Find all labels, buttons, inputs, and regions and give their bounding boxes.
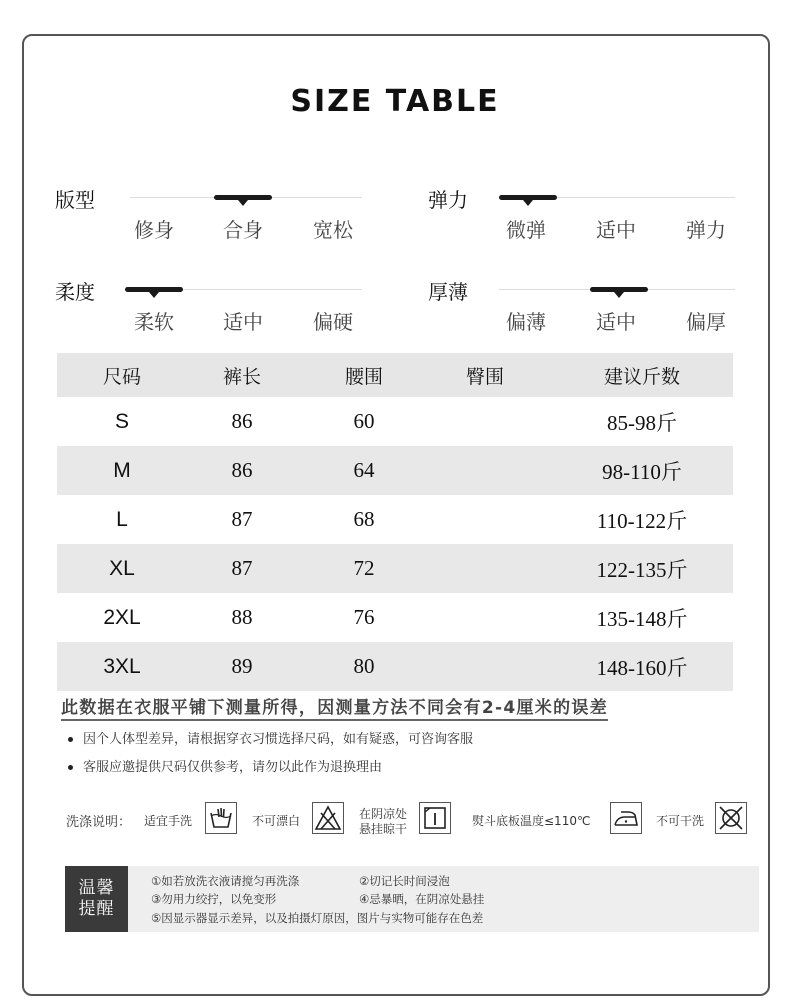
weight-cell: 85-98斤 [607, 410, 677, 435]
reminder-item: ③勿用力绞拧，以免变形 [151, 892, 277, 906]
table-row [57, 642, 733, 691]
reminder-box [65, 866, 759, 932]
table-row [57, 593, 733, 642]
waist-cell: 72 [353, 556, 375, 580]
hip-cell [435, 593, 535, 642]
length-cell: 87 [231, 556, 253, 580]
hip-cell [435, 642, 535, 691]
attr-fit-option: 修身 [134, 218, 174, 242]
size-cell: L [116, 507, 128, 531]
reminder-badge-line: 提醒 [78, 899, 115, 919]
table-header-cell: 腰围 [344, 365, 383, 388]
attr-softness-marker [125, 287, 183, 292]
weight-cell: 148-160斤 [596, 655, 688, 680]
wash-label-iron: 熨斗底板温度≤110℃ [472, 814, 591, 828]
attr-elasticity-marker [499, 195, 557, 200]
iron-icon [610, 802, 642, 834]
waist-cell: 64 [353, 458, 375, 482]
attr-fit-marker [214, 195, 272, 200]
wash-label-dry-1: 在阴凉处 [359, 807, 408, 821]
hip-cell [435, 446, 535, 495]
waist-cell: 68 [353, 507, 375, 531]
attr-thickness-marker [590, 287, 648, 292]
reminder-item: ②切记长时间浸泡 [359, 874, 450, 888]
no-bleach-icon [312, 802, 344, 834]
length-cell: 87 [231, 507, 253, 531]
reminder-item: ④忌暴晒，在阴凉处悬挂 [359, 892, 485, 906]
weight-cell: 98-110斤 [602, 459, 682, 484]
length-cell: 86 [231, 458, 253, 482]
attr-elasticity-option: 适中 [596, 218, 636, 242]
attr-fit-option: 宽松 [313, 218, 353, 242]
length-cell: 86 [231, 409, 253, 433]
table-header-cell: 尺码 [102, 365, 141, 388]
size-table [57, 353, 733, 691]
measurement-note: 此数据在衣服平铺下测量所得，因测量方法不同会有2-4厘米的误差 [61, 693, 608, 721]
hip-cell [435, 397, 535, 446]
table-row [57, 397, 733, 446]
waist-cell: 80 [353, 654, 375, 678]
hip-cell [435, 544, 535, 593]
no-dry-clean-icon [715, 802, 747, 834]
size-cell: M [113, 458, 131, 482]
waist-cell: 60 [353, 409, 375, 433]
attr-thickness-option: 偏薄 [506, 310, 546, 334]
attr-softness-option: 偏硬 [313, 310, 353, 334]
bullet-dot [68, 765, 73, 770]
table-header-cell: 裤长 [222, 365, 261, 388]
wash-title: 洗涤说明： [66, 815, 132, 830]
wash-label-dry-2: 悬挂晾干 [359, 822, 408, 836]
table-header-row [57, 353, 733, 397]
hand-wash-icon [205, 802, 237, 834]
attr-fit-label: 版型 [55, 188, 95, 212]
hip-cell [435, 495, 535, 544]
size-cell: S [114, 409, 129, 433]
reminder-badge-line: 温馨 [78, 878, 115, 898]
attr-fit-option: 合身 [223, 218, 263, 242]
size-cell: 2XL [103, 605, 141, 629]
attr-elasticity-option: 微弹 [506, 218, 546, 242]
line-dry-icon [419, 802, 451, 834]
attr-elasticity-option: 弹力 [686, 218, 726, 242]
attr-thickness-option: 适中 [596, 310, 636, 334]
wash-label-bleach: 不可漂白 [252, 814, 301, 828]
attr-thickness-label: 厚薄 [428, 280, 468, 304]
reminder-badge [65, 866, 128, 932]
reminder-item: ⑤因显示器显示差异，以及拍摄灯原因，图片与实物可能存在色差 [151, 911, 484, 925]
bullet-dot [68, 737, 73, 742]
attr-elasticity-label: 弹力 [428, 188, 468, 212]
bullet-text: 客服应邀提供尺码仅供参考，请勿以此作为退换理由 [83, 760, 383, 775]
weight-cell: 135-148斤 [596, 606, 688, 631]
length-cell: 89 [231, 654, 253, 678]
attr-softness-label: 柔度 [55, 280, 95, 304]
table-row [57, 495, 733, 544]
bullet-item [68, 728, 473, 747]
wash-label-dry-clean: 不可干洗 [656, 814, 705, 828]
weight-cell: 110-122斤 [596, 508, 688, 533]
table-header-cell: 建议斤数 [603, 365, 680, 388]
table-header-cell: 臀围 [465, 365, 504, 388]
size-cell: XL [109, 556, 135, 580]
bullet-text: 因个人体型差异，请根据穿衣习惯选择尺码，如有疑惑，可咨询客服 [83, 732, 474, 747]
weight-cell: 122-135斤 [596, 557, 688, 582]
attr-softness-option: 柔软 [134, 310, 174, 334]
page-title: SIZE TABLE [290, 84, 500, 119]
table-row [57, 446, 733, 495]
reminder-item: ①如若放洗衣液请搅匀再洗涤 [151, 874, 300, 888]
attr-thickness-option: 偏厚 [686, 310, 726, 334]
table-row [57, 544, 733, 593]
attr-softness-option: 适中 [223, 310, 263, 334]
bullet-item [68, 756, 382, 775]
length-cell: 88 [231, 605, 253, 629]
wash-label-hand: 适宜手洗 [144, 814, 193, 828]
waist-cell: 76 [353, 605, 375, 629]
size-cell: 3XL [103, 654, 141, 678]
